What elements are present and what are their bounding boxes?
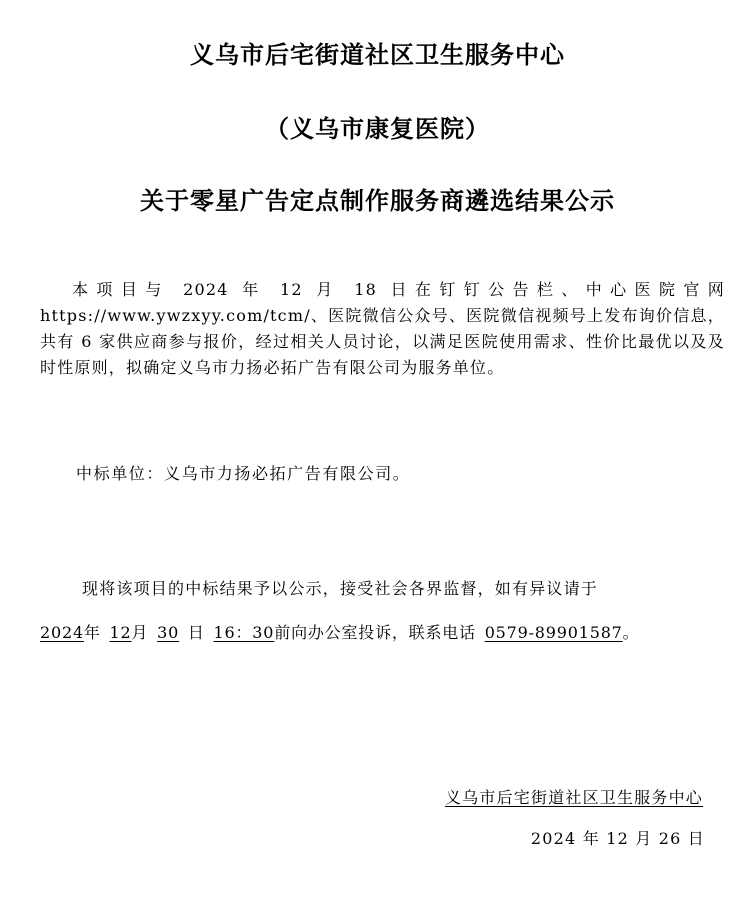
title-line-3: 关于零星广告定点制作服务商遴选结果公示 (140, 187, 615, 215)
deadline-suffix: 前向办公室投诉，联系电话 (274, 623, 476, 642)
deadline-end: 。 (622, 623, 640, 642)
title-line-1: 义乌市后宅街道社区卫生服务中心 (190, 41, 565, 69)
contact-phone: 0579-89901587 (484, 623, 623, 642)
signature-org: 义乌市后宅街道社区卫生服务中心 (444, 788, 703, 807)
deadline-year: 2024 (40, 623, 84, 642)
day-unit: 日 (187, 623, 205, 642)
deadline-line (40, 620, 639, 646)
year-unit: 年 (83, 623, 101, 642)
month-unit: 月 (131, 623, 149, 642)
signature-date: 2024 年 12 月 26 日 (530, 829, 705, 848)
notice-line: 现将该项目的中标结果予以公示，接受社会各界监督，如有异议请于 (82, 579, 599, 598)
deadline-day: 30 (157, 623, 180, 642)
deadline-month: 12 (109, 623, 132, 642)
winner-line: 中标单位：义乌市力扬必拓广告有限公司。 (76, 464, 411, 483)
intro-paragraph: 本项目与 2024 年 12 月 18 日在钉钉公告栏、中心医院官网 https://www.ywzxyy.com/tcm/、医院微信公众号、医院微信视频号上发布询价信息，共有 6 家供应商参与报价，经过相关人员讨论，以满足医院使用需求、性价比最优以及及时性原则，拟确定义乌市力扬必拓广告有限公司为服务单位。 (40, 280, 725, 377)
deadline-time: 16：30 (213, 623, 275, 642)
title-line-2: （义乌市康复医院） (265, 115, 490, 143)
